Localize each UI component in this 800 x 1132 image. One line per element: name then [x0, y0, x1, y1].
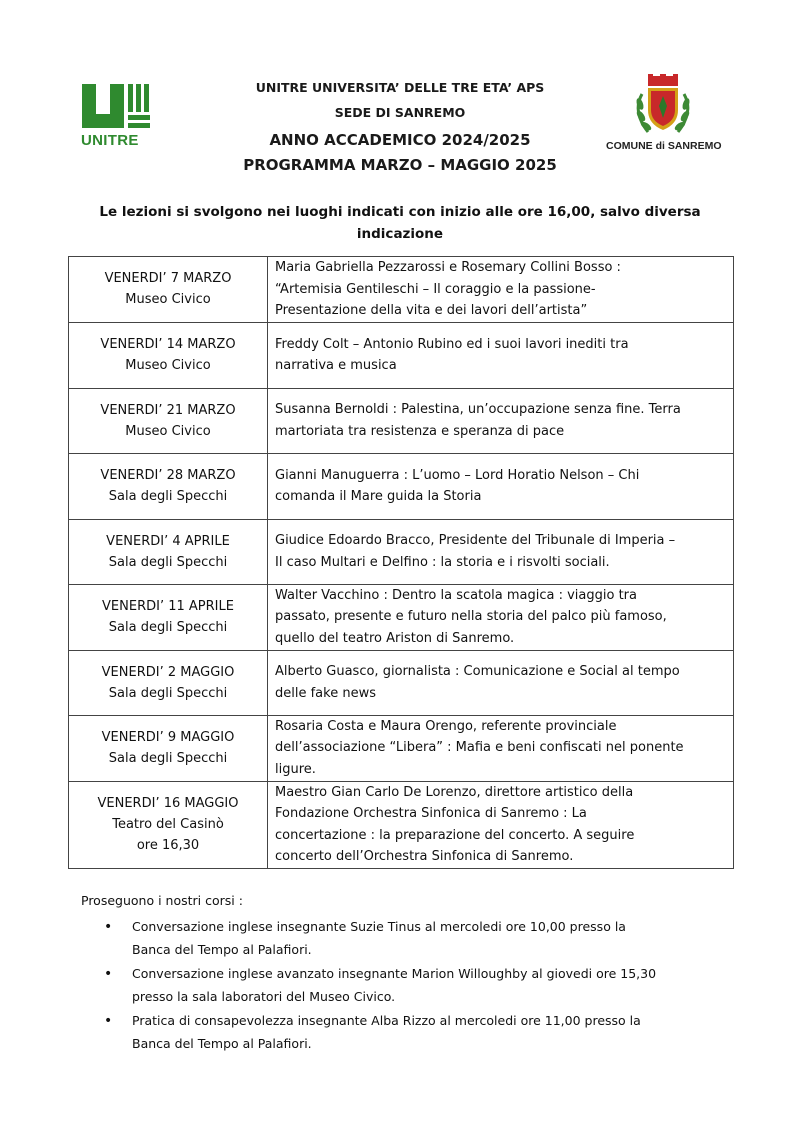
schedule-date-cell	[69, 257, 268, 323]
schedule-row	[69, 388, 734, 453]
unitre-logo-mark	[78, 80, 158, 132]
lecture-description-line: concerto dell’Orchestra Sinfonica di Sanremo.	[275, 849, 574, 864]
schedule-date-cell	[69, 650, 268, 715]
lecture-place: Sala degli Specchi	[108, 620, 228, 635]
lecture-description-line: narrativa e musica	[275, 358, 397, 373]
schedule-date-cell	[69, 584, 268, 650]
lecture-date: VENERDI’ 21 MARZO	[100, 402, 236, 418]
lecture-description-line: Gianni Manuguerra : L’uomo – Lord Horatio Nelson – Chi	[275, 467, 640, 483]
academic-year: ANNO ACCADEMICO 2024/2025	[269, 131, 531, 149]
course-item	[104, 916, 724, 961]
lecture-description-line: comanda il Mare guida la Storia	[275, 489, 482, 504]
lecture-description-line: Walter Vacchino : Dentro la scatola magica : viaggio tra	[275, 587, 637, 603]
schedule-row	[69, 715, 734, 781]
seat-name: SEDE DI SANREMO	[334, 105, 466, 120]
intro-note: Le lezioni si svolgono nei luoghi indicati con inizio alle ore 16,00, salvo diversa indicazione	[99, 204, 701, 242]
lecture-time: ore 16,30	[136, 838, 200, 853]
schedule-date-cell	[69, 781, 268, 868]
bullet-icon: •	[104, 919, 113, 935]
lecture-date: VENERDI’ 2 MAGGIO	[101, 664, 235, 680]
schedule-topic-cell	[268, 257, 734, 323]
unitre-logo	[78, 80, 158, 156]
lecture-date: VENERDI’ 28 MARZO	[100, 468, 236, 483]
courses-list	[104, 916, 724, 1057]
schedule-row	[69, 519, 734, 584]
schedule-topic-cell	[268, 584, 734, 650]
lecture-description-line: Rosaria Costa e Maura Orengo, referente provinciale	[275, 718, 617, 734]
lecture-place: Sala degli Specchi	[108, 554, 228, 570]
lecture-description-line: Fondazione Orchestra Sinfonica di Sanremo : La	[275, 806, 587, 821]
bullet-icon: •	[104, 966, 113, 982]
lecture-description-line: passato, presente e futuro nella storia del palco più famoso,	[275, 609, 667, 625]
schedule-topic-cell	[268, 519, 734, 584]
lecture-description-line: delle fake news	[275, 685, 376, 701]
schedule-topic-cell	[268, 388, 734, 453]
unitre-logo-text: UNITRE	[81, 132, 139, 149]
lecture-description-line: Freddy Colt – Antonio Rubino ed i suoi lavori inediti tra	[275, 336, 629, 352]
schedule-row	[69, 650, 734, 715]
schedule-topic-cell	[268, 322, 734, 388]
schedule-date-cell	[69, 388, 268, 453]
lecture-description-line: Maestro Gian Carlo De Lorenzo, direttore artistico della	[275, 784, 634, 800]
course-line: Banca del Tempo al Palafiori.	[132, 941, 312, 957]
course-line: Conversazione inglese avanzato insegnante Marion Willoughby al giovedi ore 15,30	[132, 966, 657, 981]
lecture-date: VENERDI’ 7 MARZO	[104, 271, 232, 287]
lecture-place: Museo Civico	[125, 358, 211, 373]
course-line: Pratica di consapevolezza insegnante Alba Rizzo al mercoledi ore 11,00 presso la	[132, 1013, 641, 1028]
schedule-row	[69, 781, 734, 868]
lecture-description-line: martoriata tra resistenza e speranza di pace	[275, 423, 565, 439]
lecture-description-line: quello del teatro Ariston di Sanremo.	[275, 630, 515, 646]
course-line: Conversazione inglese insegnante Suzie Tinus al mercoledi ore 10,00 presso la	[132, 919, 626, 934]
lecture-description-line: concertazione : la preparazione del concerto. A seguire	[275, 827, 635, 843]
schedule-date-cell	[69, 322, 268, 388]
association-name: UNITRE UNIVERSITA’ DELLE TRE ETA’ APS	[255, 80, 545, 95]
course-line: presso la sala laboratori del Museo Civico.	[132, 988, 396, 1004]
schedule-date-cell	[69, 453, 268, 519]
lecture-description-line: “Artemisia Gentileschi – Il coraggio e la passione-	[275, 281, 596, 297]
course-item	[104, 963, 724, 1008]
schedule-topic-cell	[268, 650, 734, 715]
lecture-description-line: Il caso Multari e Delfino : la storia e i risvolti sociali.	[275, 554, 610, 570]
lecture-schedule-table	[68, 256, 734, 869]
schedule-date-cell	[69, 519, 268, 584]
lecture-description-line: Giudice Edoardo Bracco, Presidente del Tribunale di Imperia –	[275, 533, 676, 548]
schedule-topic-cell	[268, 453, 734, 519]
schedule-date-cell	[69, 715, 268, 781]
schedule-topic-cell	[268, 715, 734, 781]
lecture-place: Museo Civico	[125, 292, 211, 308]
program-title: PROGRAMMA MARZO – MAGGIO 2025	[243, 156, 557, 174]
lecture-description-line: dell’associazione “Libera” : Mafia e beni confiscati nel ponente	[275, 740, 684, 756]
lecture-place: Museo Civico	[125, 423, 211, 439]
courses-intro: Proseguono i nostri corsi :	[81, 893, 243, 908]
schedule-row	[69, 453, 734, 519]
lecture-place: Sala degli Specchi	[108, 685, 228, 701]
lecture-date: VENERDI’ 4 APRILE	[106, 533, 230, 549]
lecture-description-line: Alberto Guasco, giornalista : Comunicazione e Social al tempo	[275, 664, 680, 679]
schedule-row	[69, 584, 734, 650]
schedule-row	[69, 257, 734, 323]
lecture-date: VENERDI’ 16 MAGGIO	[97, 796, 239, 811]
bullet-icon: •	[104, 1013, 113, 1029]
lecture-place: Sala degli Specchi	[108, 489, 228, 504]
lecture-date: VENERDI’ 14 MARZO	[100, 337, 236, 352]
comune-logo-text: COMUNE di SANREMO	[606, 140, 722, 152]
course-item	[104, 1010, 724, 1055]
lecture-date: VENERDI’ 11 APRILE	[102, 599, 234, 614]
course-line: Banca del Tempo al Palafiori.	[132, 1035, 312, 1051]
schedule-topic-cell	[268, 781, 734, 868]
lecture-description-line: ligure.	[275, 761, 316, 777]
lecture-description-line: Maria Gabriella Pezzarossi e Rosemary Collini Bosso :	[275, 260, 621, 275]
lecture-place: Sala degli Specchi	[108, 751, 228, 766]
lecture-date: VENERDI’ 9 MAGGIO	[101, 730, 235, 745]
lecture-description-line: Presentazione della vita e dei lavori dell’artista”	[275, 303, 588, 318]
lecture-description-line: Susanna Bernoldi : Palestina, un’occupazione senza fine. Terra	[275, 402, 681, 417]
schedule-row	[69, 322, 734, 388]
lecture-place: Teatro del Casinò	[112, 817, 224, 832]
